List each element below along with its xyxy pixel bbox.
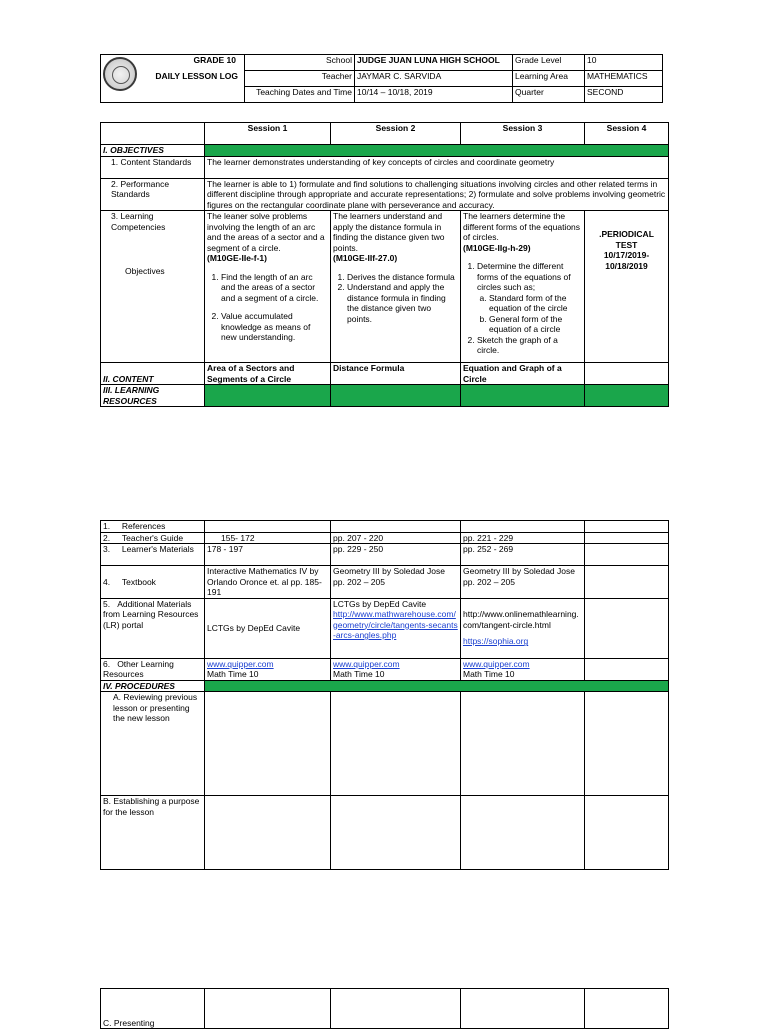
other-s2 — [331, 658, 461, 680]
school-label: School — [245, 55, 355, 71]
blank-corner — [101, 123, 205, 145]
grade-level-value: 10 — [585, 55, 663, 71]
s2-objective-2: 2. Understand and apply the distance formula in finding the distance given two points. — [347, 282, 458, 324]
additional-s1: LCTGs by DepEd Cavite — [205, 598, 331, 658]
math-time-2: Math Time 10 — [333, 669, 385, 679]
procedure-c-label: C. Presenting — [101, 989, 205, 1029]
math-time-3: Math Time 10 — [463, 669, 515, 679]
session-1-header: Session 1 — [205, 123, 331, 145]
s2-objective-1: 1. Derives the distance formula — [347, 272, 458, 283]
session-2-objectives — [331, 211, 461, 363]
ref-row-2-s3: pp. 221 - 229 — [461, 532, 585, 544]
quipper-link-2[interactable]: www.quipper.com — [333, 658, 400, 669]
additional-s2-text: LCTGs by DepEd Cavite — [333, 598, 427, 609]
ref-row-3-s3: pp. 252 - 269 — [461, 544, 585, 566]
green-cell-4 — [585, 385, 669, 407]
ref-row-1-s3 — [461, 521, 585, 533]
procedure-a-label: A. Reviewing previous lesson or presenting the new lesson — [101, 692, 205, 796]
mathwarehouse-link[interactable]: http://www.mathwarehouse.com/geometry/circle/tangents-secants-arcs-angles.php — [333, 609, 458, 640]
ref-row-4-s3: Geometry III by Soledad Jose pp. 202 – 205 — [461, 566, 585, 599]
ref-row-1-s2 — [331, 521, 461, 533]
ref-row-3-s2: pp. 229 - 250 — [331, 544, 461, 566]
other-s4 — [585, 658, 669, 680]
procedure-a-s3 — [461, 692, 585, 796]
dates-value: 10/14 – 10/18, 2019 — [355, 87, 513, 103]
procedures-continued-table — [100, 988, 669, 1029]
content-s4 — [585, 363, 669, 385]
quarter-label: Quarter — [513, 87, 585, 103]
session-4-objectives — [585, 211, 669, 363]
resources-table — [100, 520, 669, 870]
ref-row-4-s2: Geometry III by Soledad Jose pp. 202 – 205 — [331, 566, 461, 599]
performance-standards-text: The learner is able to 1) formulate and find solutions to challenging situations involving circles and other related terms in different discipline through appropriate and accurate representations; 2) formulate and solve problems involving geometric figures on the rectangular coordinate plane with perseverance and accuracy. — [205, 178, 669, 211]
procedure-b-s2 — [331, 796, 461, 870]
content-standards-label: 1. Content Standards — [101, 156, 205, 178]
procedure-c-s2 — [331, 989, 461, 1029]
ref-row-2-label: 2. Teacher's Guide — [101, 532, 205, 544]
ref-row-3-label: 3. Learner's Materials — [101, 544, 205, 566]
competencies-label: 3. Learning Competencies — [111, 211, 166, 232]
procedure-a-s4 — [585, 692, 669, 796]
s3-sub-b: b. General form of the equation of a circle — [489, 314, 582, 335]
additional-s3-text: http://www.onlinemathlearning.com/tangent-circle.html — [463, 609, 579, 630]
session-1-objectives — [205, 211, 331, 363]
ref-row-1-label: 1. References — [101, 521, 205, 533]
learning-area-label: Learning Area — [513, 71, 585, 87]
procedure-a-s2 — [331, 692, 461, 796]
objectives-table — [100, 122, 669, 407]
s3-competency: The learners determine the different forms of the equations of circles. — [463, 211, 581, 242]
s1-objective-1: 1. Find the length of an arc and the areas of a sector and a segment of a circle. — [221, 272, 328, 304]
session-3-header: Session 3 — [461, 123, 585, 145]
procedure-b-s1 — [205, 796, 331, 870]
resources-heading: III. LEARNING RESOURCES — [101, 385, 205, 407]
procedure-b-s4 — [585, 796, 669, 870]
quipper-link-3[interactable]: www.quipper.com — [463, 658, 530, 669]
s3-code: (M10GE-IIg-h-29) — [463, 242, 531, 253]
green-bar — [205, 145, 669, 157]
s1-code: (M10GE-IIe-f-1) — [207, 253, 267, 263]
other-s1 — [205, 658, 331, 680]
green-cell-3 — [461, 385, 585, 407]
ref-row-1-s4 — [585, 521, 669, 533]
dates-label: Teaching Dates and Time — [245, 87, 355, 103]
s3-objective-1 — [477, 261, 582, 335]
ref-row-4-s1: Interactive Mathematics IV by Orlando Oronce et. al pp. 185-191 — [205, 566, 331, 599]
procedure-c-s4 — [585, 989, 669, 1029]
ref-row-3-s4 — [585, 544, 669, 566]
procedure-a-s1 — [205, 692, 331, 796]
teacher-value: JAYMAR C. SARVIDA — [355, 71, 513, 87]
additional-materials-label: 5. Additional Materials from Learning Resources (LR) portal — [101, 598, 205, 658]
additional-s2 — [331, 598, 461, 658]
procedure-c-s3 — [461, 989, 585, 1029]
grade-level-label: Grade Level — [513, 55, 585, 71]
log-title: DAILY LESSON LOG — [155, 70, 238, 81]
s3-objective-2: 2. Sketch the graph of a circle. — [477, 335, 582, 356]
header-logo-cell — [101, 55, 245, 103]
ref-row-3-s1: 178 - 197 — [205, 544, 331, 566]
session-3-objectives — [461, 211, 585, 363]
procedures-green-bar — [205, 680, 669, 692]
procedures-heading: IV. PROCEDURES — [101, 680, 205, 692]
objectives-heading: I. OBJECTIVES — [101, 145, 205, 157]
ref-row-2-s4 — [585, 532, 669, 544]
competencies-cell — [101, 211, 205, 363]
learning-area-value: MATHEMATICS — [585, 71, 663, 87]
content-heading: II. CONTENT — [101, 363, 205, 385]
s3-sub-a: a. Standard form of the equation of the circle — [489, 293, 582, 314]
s1-objective-2: 2. Value accumulated knowledge as means of new understanding. — [221, 311, 328, 343]
s4-line-4: 10/18/2019 — [605, 260, 648, 271]
other-resources-label: 6. Other Learning Resources — [101, 658, 205, 680]
additional-s3 — [461, 598, 585, 658]
quipper-link-1[interactable]: www.quipper.com — [207, 658, 274, 669]
s3-objective-1-text: Determine the different forms of the equations of circles such as; — [477, 261, 571, 292]
objectives-label: Objectives — [125, 266, 165, 276]
procedure-b-s3 — [461, 796, 585, 870]
s2-code: (M10GE-IIf-27.0) — [333, 253, 398, 263]
session-4-header: Session 4 — [585, 123, 669, 145]
content-s3: Equation and Graph of a Circle — [461, 363, 585, 385]
s1-competency: The leaner solve problems involving the length of an arc and the areas of a sector and a segment of a circle. — [207, 211, 325, 253]
s4-line-3: 10/17/2019- — [603, 250, 650, 260]
ref-row-2-s1: 155- 172 — [205, 532, 331, 544]
ref-row-2-s2: pp. 207 - 220 — [331, 532, 461, 544]
content-s2: Distance Formula — [331, 363, 461, 385]
teacher-label: Teacher — [245, 71, 355, 87]
other-s3 — [461, 658, 585, 680]
session-2-header: Session 2 — [331, 123, 461, 145]
math-time-1: Math Time 10 — [207, 669, 259, 679]
procedure-b-label: B. Establishing a purpose for the lesson — [101, 796, 205, 870]
additional-s4 — [585, 598, 669, 658]
s4-line-1: .PERIODICAL — [599, 229, 654, 239]
performance-standards-label: 2. Performance Standards — [101, 178, 205, 211]
procedure-c-s1 — [205, 989, 331, 1029]
content-standards-text: The learner demonstrates understanding of key concepts of circles and coordinate geometry — [205, 156, 669, 178]
ref-row-4-label: 4. Textbook — [101, 566, 205, 599]
school-value: JUDGE JUAN LUNA HIGH SCHOOL — [355, 55, 513, 71]
ref-row-1-s1 — [205, 521, 331, 533]
content-s1: Area of a Sectors and Segments of a Circle — [205, 363, 331, 385]
s2-competency: The learners understand and apply the distance formula in finding the distance given two points. — [333, 211, 445, 253]
quarter-value: SECOND — [585, 87, 663, 103]
header-table — [100, 54, 663, 103]
sophia-link[interactable]: https://sophia.org — [463, 636, 529, 647]
grade-label: GRADE 10 — [193, 55, 236, 65]
s4-line-2: TEST — [615, 239, 638, 250]
green-cell-2 — [331, 385, 461, 407]
ref-row-4-s4 — [585, 566, 669, 599]
green-cell-1 — [205, 385, 331, 407]
